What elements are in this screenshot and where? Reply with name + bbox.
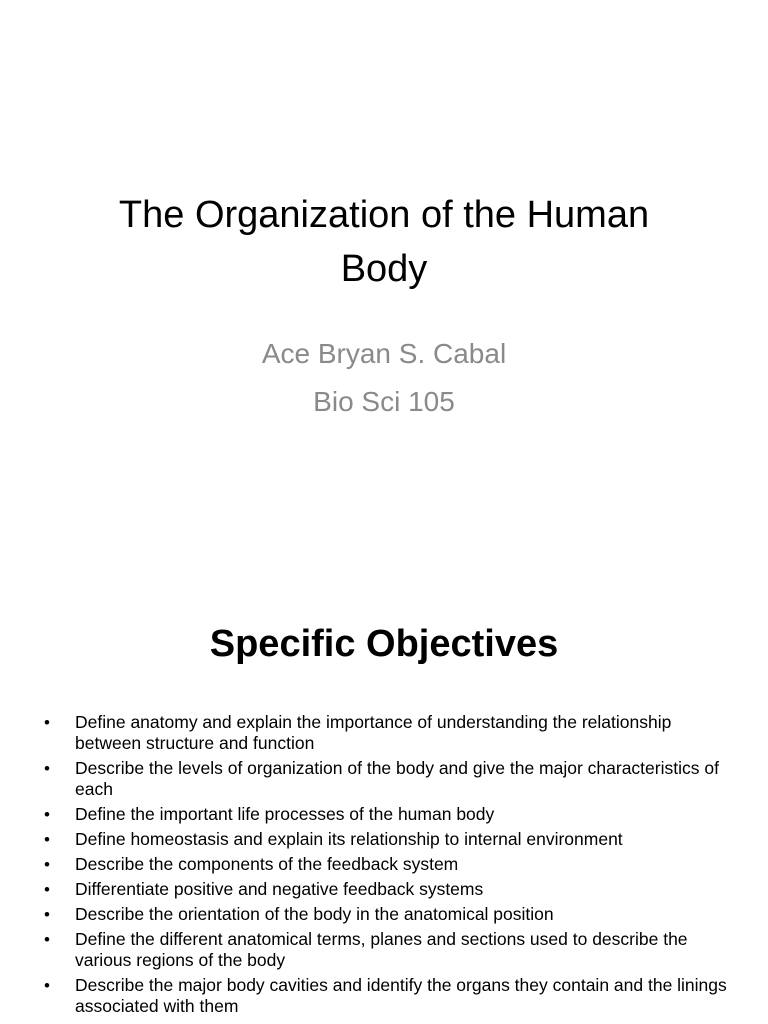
slide-title [40, 188, 728, 296]
course-name: Bio Sci 105 [313, 386, 455, 417]
objective-text: Describe the orientation of the body in the anatomical position [75, 904, 554, 924]
objective-text: Define the different anatomical terms, planes and sections used to describe the various regions of the body [75, 929, 688, 970]
bullet-icon: • [44, 855, 50, 874]
bullet-icon: • [44, 930, 50, 949]
author-name: Ace Bryan S. Cabal [261, 338, 507, 369]
objective-item [40, 804, 730, 825]
bullet-icon: • [44, 759, 50, 778]
objective-item [40, 879, 730, 900]
objective-item [40, 929, 730, 971]
objective-item [40, 758, 730, 800]
objective-text: Describe the levels of organization of the body and give the major characteristics of each [75, 758, 719, 799]
objective-item [40, 829, 730, 850]
bullet-icon: • [44, 830, 50, 849]
objective-text: Define anatomy and explain the importance of understanding the relationship between structure and function [75, 712, 672, 753]
objectives-heading: Specific Objectives [209, 623, 559, 665]
objective-item [40, 975, 730, 1017]
slide-title-line-2: Body [340, 248, 428, 290]
slide-title-line-1: The Organization of the Human [118, 194, 650, 236]
slide-subtitle [40, 330, 728, 426]
objective-item [40, 854, 730, 875]
objective-item [40, 712, 730, 754]
bullet-icon: • [44, 905, 50, 924]
objective-text: Define homeostasis and explain its relationship to internal environment [75, 829, 623, 849]
objective-text: Describe the major body cavities and identify the organs they contain and the linings associated with them [75, 975, 727, 1016]
objectives-list [40, 712, 730, 1021]
objective-text: Define the important life processes of the human body [75, 804, 495, 824]
bullet-icon: • [44, 713, 50, 732]
objective-text: Differentiate positive and negative feedback systems [75, 879, 484, 899]
bullet-icon: • [44, 805, 50, 824]
objective-text: Describe the components of the feedback system [75, 854, 459, 874]
objective-item [40, 904, 730, 925]
bullet-icon: • [44, 880, 50, 899]
objectives-slide [0, 576, 768, 1024]
bullet-icon: • [44, 976, 50, 995]
